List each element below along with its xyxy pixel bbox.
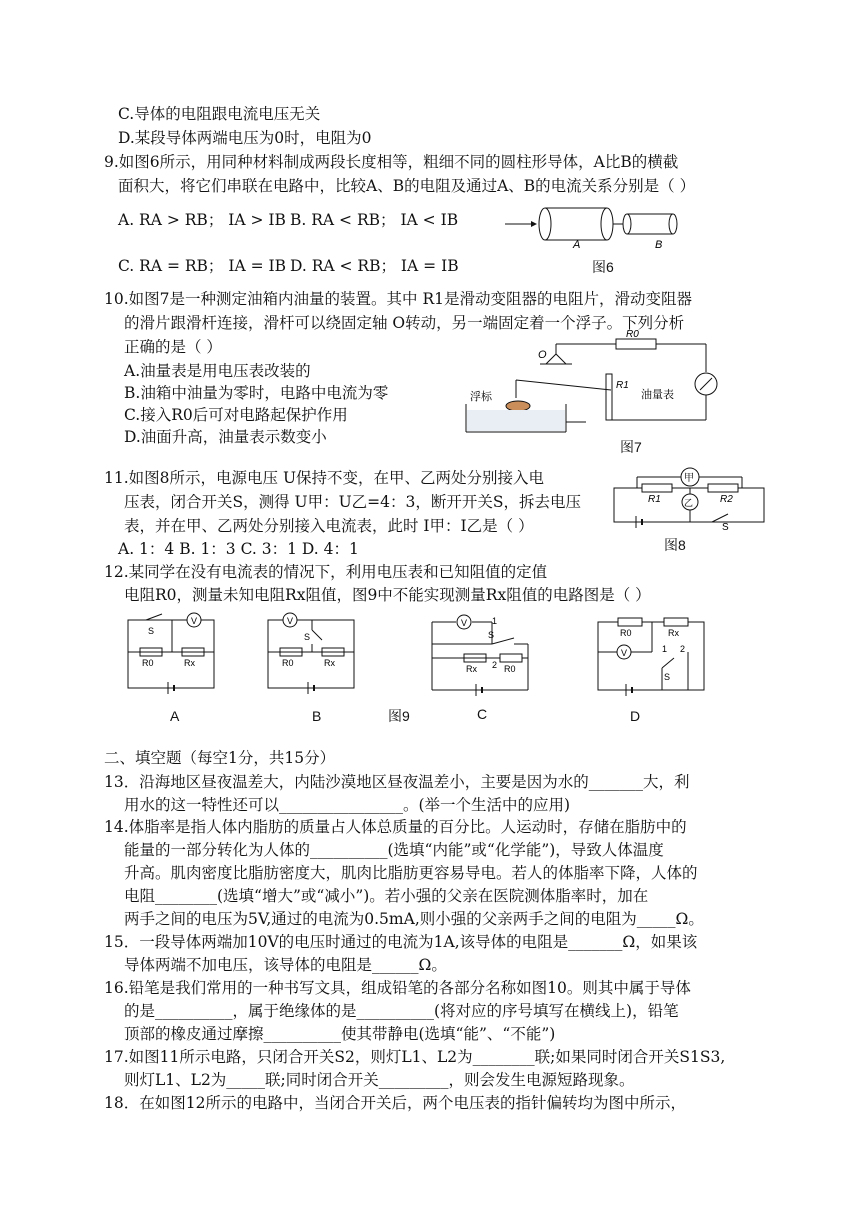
question-10-option-d: D.油面升高，油量表示数变小 (124, 428, 327, 446)
question-13-line-2: 用水的这一特性还可以________________。(举一个生活中的应用) (124, 796, 571, 814)
figure-9c-one: 1 (492, 616, 498, 626)
question-10-line-2: 的滑片跟滑杆连接，滑杆可以绕固定轴 O转动，另一端固定着一个浮子。下列分析 (124, 314, 685, 332)
question-16-line-3: 顶部的橡皮通过摩擦__________使其带静电(选填“能”、“不能”) (124, 1025, 556, 1043)
figure-9a-v: V (191, 616, 198, 626)
figure-9d-s: S (664, 672, 671, 682)
figure-9d-r0: R0 (620, 628, 632, 638)
figure-9d-one: 1 (662, 644, 668, 654)
question-11-line-3: 表，并在甲、乙两处分别接入电流表，此时 I甲：I乙是（ ） (124, 517, 534, 535)
figure-9a-s: S (148, 626, 155, 636)
figure-8-caption: 图8 (664, 537, 686, 553)
question-13-line-1: 13．沿海地区昼夜温差大，内陆沙漠地区昼夜温差小，主要是因为水的_______大，利 (104, 773, 690, 791)
option-c-line: C.导体的电阻跟电流电压无关 (118, 105, 321, 123)
figure-8-diagram (612, 468, 772, 533)
figure-9-option-a: A (170, 708, 180, 724)
figure-9-circuit-d (598, 618, 708, 698)
question-11-line-2: 压表，闭合开关S，测得 U甲：U乙=4：3，断开开关S，拆去电压 (124, 493, 582, 511)
figure-9c-v: V (461, 618, 468, 628)
figure-8-s: S (722, 522, 729, 533)
figure-9-option-b: B (312, 708, 322, 724)
figure-6-caption: 图6 (592, 259, 614, 275)
question-12-line-1: 12.某同学在没有电流表的情况下，利用电压表和已知阻值的定值 (104, 563, 548, 581)
figure-9b-rx: Rx (324, 658, 335, 668)
question-9-option-a: A. RA > RB； IA > IB (118, 211, 286, 229)
figure-8-r2: R2 (720, 494, 733, 505)
question-9-option-c: C. RA = RB； IA = IB (118, 257, 287, 275)
question-12-line-2: 电阻R0，测量未知电阻Rx阻值，图9中不能实现测量Rx阻值的电路图是（ ） (124, 586, 651, 604)
figure-9-option-d: D (630, 708, 641, 724)
figure-7-meter-label: 油量表 (641, 389, 674, 401)
question-15-line-1: 15．一段导体两端加10V的电压时通过的电流为1A,该导体的电阻是_______Ω，如果该 (104, 933, 698, 951)
figure-9c-two: 2 (492, 660, 498, 670)
figure-9b-r0: R0 (282, 658, 294, 668)
figure-9a-r0: R0 (142, 658, 154, 668)
figure-8-jia: 甲 (684, 473, 694, 484)
figure-9b-v: V (287, 616, 294, 626)
question-16-line-1: 16.铅笔是我们常用的一种书写文具，组成铅笔的各部分名称如图10。则其中属于导体 (104, 979, 691, 997)
question-10-line-3: 正确的是（ ） (124, 338, 222, 356)
figure-9d-rx: Rx (668, 628, 679, 638)
figure-6-label-b: B (655, 239, 663, 251)
figure-9-circuit-c (432, 614, 532, 694)
question-9-option-b: B. RA < RB； IA < IB (290, 211, 459, 229)
question-14-line-1: 14.体脂率是指人体内脂肪的质量占人体总质量的百分比。人运动时，存储在脂肪中的 (104, 818, 687, 836)
figure-7-r0: R0 (626, 329, 639, 340)
question-10-line-1: 10.如图7是一种测定油箱内油量的装置。其中 R1是滑动变阻器的电阻片，滑动变阻器 (104, 290, 692, 308)
figure-9-circuit-b (268, 616, 358, 690)
question-14-line-4: 电阻________(选填“增大”或“减小”)。若小强的父亲在医院测体脂率时，加在 (124, 887, 649, 905)
figure-9b-s: S (304, 632, 311, 642)
question-17-line-2: 则灯L1、L2为_____联;同时闭合开关_________，则会发生电源短路现象。 (124, 1071, 635, 1089)
question-16-line-2: 的是__________，属于绝缘体的是__________(将对应的序号填写在横线上)，铅笔 (124, 1002, 679, 1020)
figure-9c-rx: Rx (466, 664, 477, 674)
figure-9-circuit-a (128, 616, 218, 690)
figure-7-diagram (466, 329, 756, 434)
figure-6-diagram (505, 204, 675, 264)
figure-7-float-label: 浮标 (470, 391, 492, 403)
figure-9d-v: V (621, 648, 628, 658)
question-17-line-1: 17.如图11所示电路，只闭合开关S2，则灯L1、L2为________联;如果同时闭合开关S1S3, (104, 1048, 726, 1066)
question-10-option-c: C.接入R0后可对电路起保护作用 (124, 406, 348, 424)
figure-8-yi: 乙 (684, 498, 694, 508)
question-9-line-2: 面积大，将它们串联在电路中，比较A、B的电阻及通过A、B的电流关系分别是（ ） (118, 177, 696, 195)
question-9-option-d: D. RA < RB； IA = IB (290, 257, 459, 275)
figure-9a-rx: Rx (184, 658, 195, 668)
figure-9-caption: 图9 (388, 708, 410, 724)
question-14-line-2: 能量的一部分转化为人体的__________(选填“内能”或“化学能”)，导致人体温度 (124, 841, 664, 859)
question-10-option-a: A.油量表是用电压表改装的 (124, 362, 311, 380)
figure-7-r1: R1 (616, 380, 629, 391)
figure-7-pivot: O (538, 349, 547, 361)
figure-6-label-a: A (573, 239, 581, 251)
figure-9-option-c: C (477, 706, 488, 722)
figure-9d-two: 2 (680, 644, 686, 654)
question-10-option-b: B.油箱中油量为零时，电路中电流为零 (124, 384, 389, 402)
section-2-heading: 二、填空题（每空1分，共15分） (104, 749, 336, 767)
figure-8-r1: R1 (648, 494, 661, 505)
question-14-line-3: 升高。肌肉密度比脂肪密度大，肌肉比脂肪更容易导电。若人的体脂率下降，人体的 (124, 864, 698, 882)
question-14-line-5: 两手之间的电压为5V,通过的电流为0.5mA,则小强的父亲两手之间的电阻为_____Ω。 (124, 910, 704, 928)
figure-9c-s: S (488, 630, 495, 640)
question-9-line-1: 9.如图6所示，用同种材料制成两段长度相等，粗细不同的圆柱形导体，A比B的横截 (104, 153, 679, 171)
figure-7-caption: 图7 (620, 439, 642, 455)
question-15-line-2: 导体两端不加电压，该导体的电阻是______Ω。 (124, 956, 447, 974)
question-11-line-1: 11.如图8所示，电源电压 U保持不变，在甲、乙两处分别接入电 (104, 469, 545, 487)
question-18-line-1: 18．在如图12所示的电路中，当闭合开关后，两个电压表的指针偏转均为图中所示， (104, 1094, 686, 1112)
figure-9c-r0: R0 (504, 664, 516, 674)
option-d-line: D.某段导体两端电压为0时，电阻为0 (118, 129, 372, 147)
question-11-options: A. 1：4 B. 1：3 C. 3：1 D. 4：1 (118, 540, 359, 558)
